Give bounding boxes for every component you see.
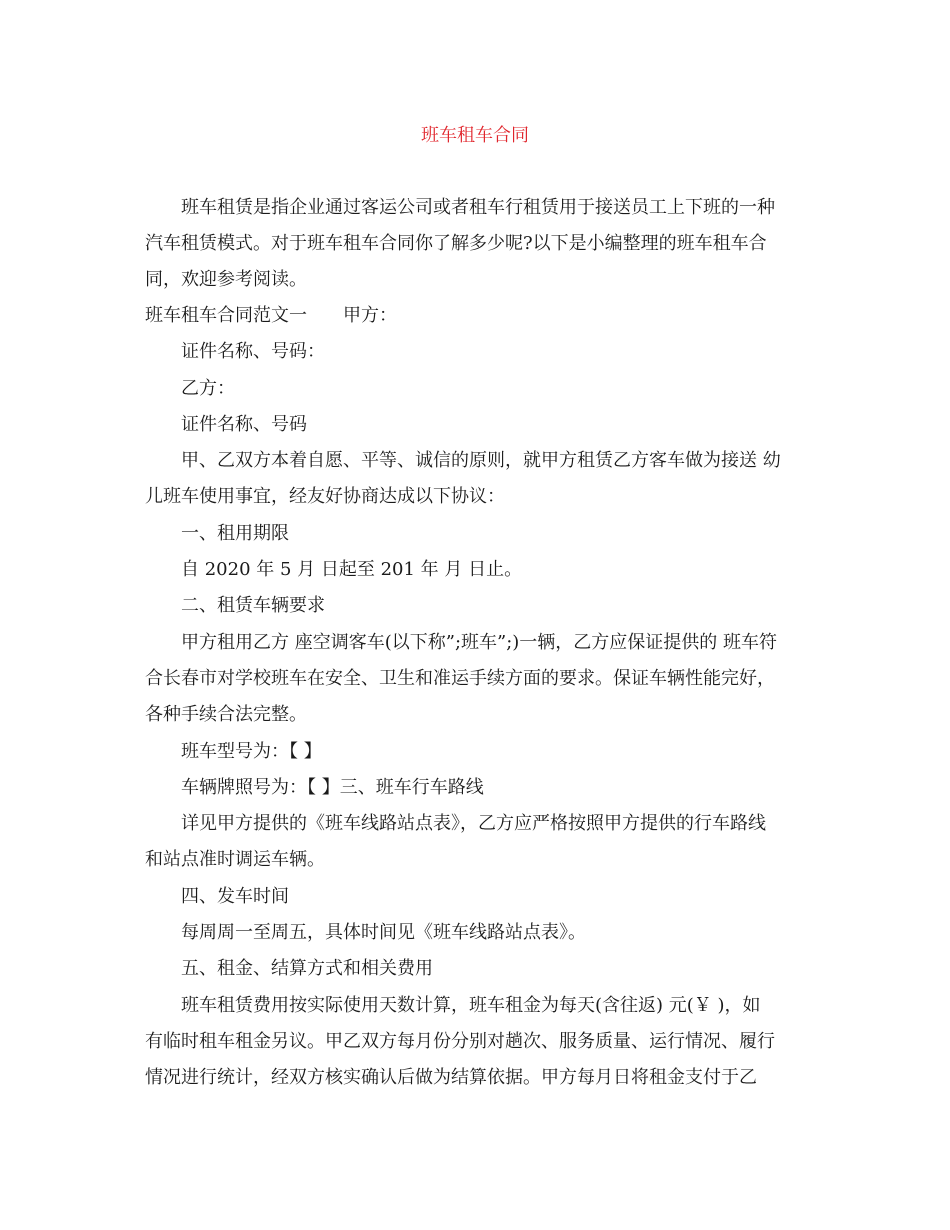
paragraph-line: 儿班车使用事宜，经友好协商达成以下协议： <box>145 486 505 507</box>
paragraph-line: 各种手续合法完整。 <box>145 704 307 725</box>
paragraph-line: 有临时租车租金另议。甲乙双方每月份分别对趟次、服务质量、运行情况、履行 <box>145 1031 775 1052</box>
paragraph-line: 证件名称、号码： <box>181 341 325 362</box>
sample-heading: 班车租车合同范文一 <box>145 305 307 326</box>
paragraph-line: 和站点准时调运车辆。 <box>145 849 325 870</box>
paragraph-line: 班车型号为：【 】 <box>181 741 322 762</box>
section-heading: 四、发车时间 <box>181 886 289 907</box>
paragraph-line: 班车租赁是指企业通过客运公司或者租车行租赁用于接送员工上下班的一种 <box>181 197 775 218</box>
section-heading-line <box>145 304 397 328</box>
section-heading: 一、租用期限 <box>181 523 289 544</box>
paragraph-line: 甲方租用乙方 座空调客车(以下称”;班车”;)一辆，乙方应保证提供的 班车符 <box>181 632 778 653</box>
section-heading: 五、租金、结算方式和相关费用 <box>181 958 433 979</box>
paragraph-line: 合长春市对学校班车在安全、卫生和准运手续方面的要求。保证车辆性能完好， <box>145 668 775 689</box>
section-heading: 二、租赁车辆要求 <box>181 595 325 616</box>
paragraph-line: 乙方： <box>181 378 235 399</box>
party-a-label: 甲方： <box>343 305 397 326</box>
paragraph-line: 情况进行统计，经双方核实确认后做为结算依据。甲方每月日将租金支付于乙 <box>145 1067 757 1088</box>
paragraph-line: 同，欢迎参考阅读。 <box>145 269 307 290</box>
paragraph-line: 证件名称、号码 <box>181 414 307 435</box>
paragraph-line: 详见甲方提供的《班车线路站点表》，乙方应严格按照甲方提供的行车路线 <box>181 813 766 834</box>
paragraph-line: 甲、乙双方本着自愿、平等、诚信的原则，就甲方租赁乙方客车做为接送 幼 <box>181 450 781 471</box>
paragraph-line: 班车租赁费用按实际使用天数计算，班车租金为每天(含往返) 元(￥ )，如 <box>181 995 761 1016</box>
paragraph-line: 每周周一至周五，具体时间见《班车线路站点表》。 <box>181 922 586 943</box>
paragraph-line: 汽车租赁模式。对于班车租车合同你了解多少呢?以下是小编整理的班车租车合 <box>145 233 767 254</box>
document-title: 班车租车合同 <box>421 125 529 146</box>
paragraph-line: 车辆牌照号为：【 】三、班车行车路线 <box>181 777 484 798</box>
paragraph-line: 自 2020 年 5 月 日起至 201 年 月 日止。 <box>181 559 523 580</box>
